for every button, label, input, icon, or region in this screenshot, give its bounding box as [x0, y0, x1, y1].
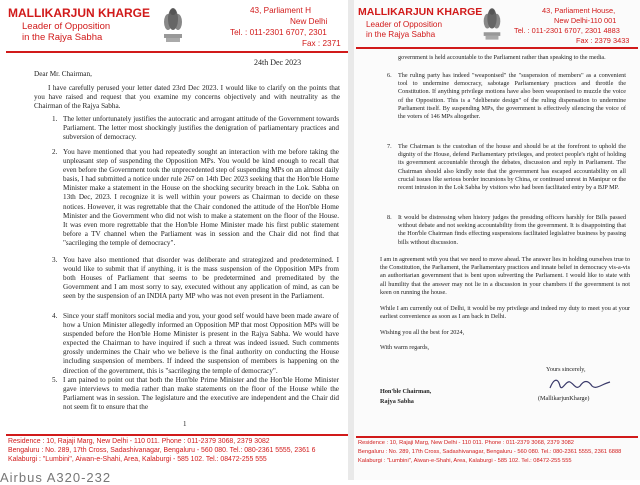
point-number: 1.	[52, 115, 58, 123]
point-paragraph: It would be distressing when history judges the presiding officers harshly for Bills passed without debate and not seeking accountability from the government. It is disappointing that the Hon'ble Chairman finds effecting suspensions facilitated legislative business by passing bills without discussion.	[398, 214, 626, 246]
footer-kalaburgi: Kalaburgi : "Lumbini", Aiwan-e-Shahi, Area, Kalaburgi - 585 102. Tel.: 08472-255 555	[358, 458, 572, 464]
point-number: 6.	[387, 72, 392, 79]
letter-page-2	[354, 0, 640, 480]
letterhead-phone: Tel. : 011-2301 6707, 2301	[230, 28, 327, 37]
point-number: 7.	[387, 143, 392, 150]
point-number: 4.	[52, 312, 58, 320]
signatory-name: (MallikarjunKharge)	[538, 395, 590, 402]
letterhead-fax: Fax : 2379 3433	[576, 36, 630, 45]
letterhead-name: MALLIKARJUN KHARGE	[358, 6, 483, 18]
point-number: 3.	[52, 256, 58, 264]
letterhead-title-2: in the Rajya Sabha	[366, 30, 436, 39]
national-emblem-icon	[160, 4, 186, 44]
point-paragraph: You have mentioned that you had repeatedly sought an interaction with me before taking the unpleasant step of suspending the Opposition MPs. You would be kind enough to recall that even before the Government took the unprecedented step of suspending MPs on an almost daily basis, I had submitted a notice under rule 267 on 14th Dec 2023 seeking that the Hon'ble Home Minister make a statement in the House on the shocking security breach in the Lok. Sabha on 13th Dec, 2023. I recognize it is well within your powers as Chairman to decide on these notices. However, it was regrettable that the Chair condoned the attitude of the Hon'ble Home Minister and the Government who did not wish to make a statement on the floor of the House. It was even more regrettable that the Hon'ble Home Minister made his first public statement before a TV channel when the Parliament was in session and the Chair did not find that "sacrileging the temple of democracy".	[63, 148, 339, 247]
footer-kalaburgi: Kalaburgi : "Lumbini", Aiwan-e-Shahi, Area, Kalaburgi - 585 102. Tel.: 08472-255 555	[8, 456, 267, 463]
footer-rule	[6, 434, 348, 436]
page-number: 1	[183, 420, 187, 428]
letterhead-title-2: in the Rajya Sabha	[22, 32, 103, 43]
regards-line: With warm regards,	[380, 344, 430, 351]
national-emblem-icon	[480, 4, 504, 42]
point-number: 8.	[387, 214, 392, 221]
meeting-paragraph: While I am currently out of Delhi, it would be my privilege and indeed my duty to meet you at your earliest convenience as soon as I am back in Delhi.	[380, 305, 630, 321]
point-paragraph: The ruling party has indeed "weaponised" the "suspension of members" as a convenient tool to undermine democracy, sabotage Parliamentary practices and throttle the Constitution. If anything privilege motions have also been weaponised to muzzle the voice of the Opposition. This is a "deliberate design" of the ruling dispensation to undermine Parliament itself. By suspending MPs, the government is effectively silencing the voice of the voters of 146 MPs altogether.	[398, 72, 626, 121]
wishes-line: Wishing you all the best for 2024,	[380, 329, 465, 336]
letterhead-address-2: New Delhi-110 001	[554, 16, 617, 25]
letter-date: 24th Dec 2023	[254, 58, 302, 67]
footer-bengaluru: Bengaluru : No. 289, 17th Cross, Sadashivanagar, Bengaluru - 560 080. Tel.: 080-2361 5555, 2361 6	[8, 447, 316, 454]
letterhead-fax: Fax : 2371	[302, 39, 341, 48]
letterhead-address-2: New Delhi	[290, 17, 328, 26]
point-paragraph: You have also mentioned that disorder was deliberate and strategized and predetermined. I would like to submit that if anything, it is the mass suspension of the Opposition MPs from both Houses of Parliament that seems to be predetermined and premeditated by the Government and I am most sorry to say, executed without any application of mind, as can be seen by the suspension of an INDIA party MP who was not even present in the Parliament.	[63, 256, 339, 301]
point-paragraph: The letter unfortunately justifies the autocratic and arrogant attitude of the Government towards Parliament. The letter most shockingly justifies the denigration of parliamentary practices and subversion of democracy.	[63, 115, 339, 142]
agreement-paragraph: I am in agreement with you that we need to move ahead. The answer lies in holding ourselves true to the Constitution, the Parliament, the Parliamentary practices and innate belief in democracy vis-a-vis an authoritarian government that is bent upon subverting the Parliament. I would like to state with all humility that the answer may not lie in a discussion in your chambers if the government is not keen on running the house.	[380, 256, 630, 296]
footer-rule	[356, 436, 638, 438]
point-number: 2.	[52, 148, 58, 156]
point-paragraph: Since your staff monitors social media and you, your good self would have been made aware of how a Union Minister allegedly informed an Opposition MP that most Opposition MPs will be suspended before the Hon'ble Home Minister is present in the Rajya Sabha. We would have expected the Chairman to have inquired if such a threat was indeed issued. Such comments grossly undermines the Chair who we believe is the final authority on conducting the House including suspension of members. If indeed the suspension of members is happening on the direction of the government, this is "sacrileging the temple of democracy".	[63, 312, 339, 375]
point-number: 5.	[52, 376, 58, 384]
overlay-caption: Airbus A320-232	[0, 470, 112, 485]
intro-paragraph: I have carefully perused your letter dated 23rd Dec 2023. I would like to clarify on the points that you have raised and request that you examine my concerns objectively and with neutrality as the Chairman of the Rajya Sabha.	[34, 84, 340, 111]
letterhead-title-1: Leader of Opposition	[366, 20, 443, 29]
addressee-line-2: Rajya Sabha	[380, 398, 414, 405]
footer-residence: Residence : 10, Rajaji Marg, New Delhi - 110 011. Phone : 011-2379 3068, 2379 3082	[8, 438, 270, 445]
salutation: Dear Mr. Chairman,	[34, 70, 92, 78]
addressee-line-1: Hon'ble Chairman,	[380, 388, 432, 395]
letterhead-title-1: Leader of Opposition	[22, 21, 111, 32]
footer-residence: Residence : 10, Rajaji Marg, New Delhi - 110 011. Phone : 011-2379 3068, 2379 3082	[358, 440, 574, 446]
signature-icon	[546, 374, 616, 394]
closing-line: Yours sincerely,	[546, 366, 586, 373]
letterhead-name: MALLIKARJUN KHARGE	[8, 6, 150, 20]
header-rule	[356, 47, 638, 49]
letterhead-address-1: 43, Parliament H	[250, 6, 311, 15]
continuation-paragraph: government is held accountable to the Parliament rather than speaking to the media.	[398, 54, 606, 61]
footer-bengaluru: Bengaluru : No. 289, 17th Cross, Sadashivanagar, Bengaluru - 560 080. Tel.: 080-2361 5555, 2361 6888	[358, 449, 622, 455]
point-paragraph: I am pained to point out that both the Hon'ble Prime Minister and the Hon'ble Home Minister gave interviews to media rather than make statements on the floor of the House while the Parliament was in session. The legislature and the executive are independent and the Chair did not seem fit to ensure that the	[63, 376, 339, 412]
header-rule	[6, 51, 348, 53]
letterhead-address-1: 43, Parliament House,	[542, 6, 616, 15]
letterhead-phone: Tel. : 011-2301 6707, 2301 4883	[514, 26, 620, 35]
point-paragraph: The Chairman is the custodian of the house and should be at the forefront to uphold the dignity of the House, defend Parliamentary privileges, and protect people's right of holding its government accountable through the debates, discussion and reply in Parliament. The Chairman should also kindly note that the government has escaped accountability on all crucial issues like serious border incursions by China, or continued unrest in Manipur or the recent intrusion in the Lok Sabha by visitors who had been facilitated entry by a BJP MP.	[398, 143, 626, 192]
